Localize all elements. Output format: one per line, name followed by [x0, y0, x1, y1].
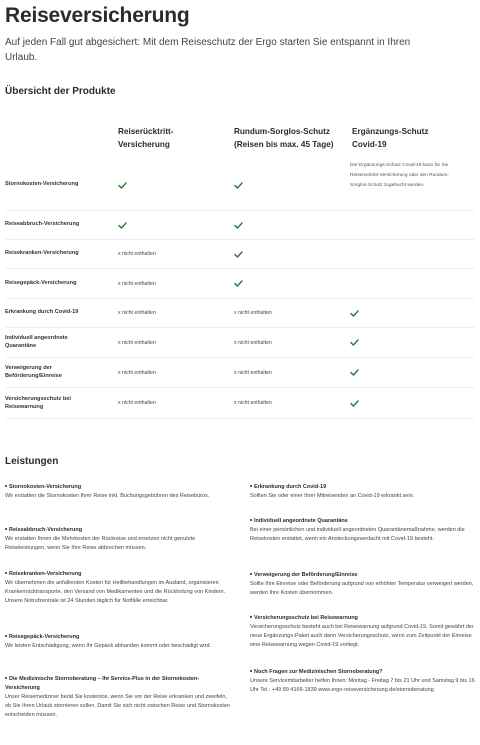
benefit-title-text: Noch Fragen zur Medizinischen Stornoberatung?	[254, 669, 383, 675]
not-included-text: x nicht enthalten	[118, 400, 156, 406]
benefit-title-text: Verweigerung der Beförderung/Einreise	[254, 572, 358, 578]
benefit-title-text: Stornokosten-Versicherung	[9, 484, 82, 490]
benefit-description: Sollte Ihre Einreise oder Beförderung aufgrund von erhöhter Temperatur verweigert werden, werden Ihre Kosten übernommen.	[250, 581, 474, 597]
not-included-text: x nicht enthalten	[234, 400, 272, 406]
table-row	[5, 211, 475, 240]
benefit-item	[5, 570, 230, 607]
checkmark-icon	[118, 182, 127, 189]
benefit-description: Sollten Sie oder einer Ihrer Mitreisenden an Covid-19 erkrankt sein.	[250, 493, 415, 499]
checkmark-icon	[118, 222, 127, 229]
benefit-item	[5, 633, 230, 651]
not-included-text: x nicht enthalten	[234, 340, 272, 346]
benefit-description: Unsere Servicemitarbeiter helfen Ihnen: Montag - Freitag 7 bis 21 Uhr und Samstag 9 bis 16 Uhr Tel.: +49 89 4166-1839 www.ergo-reiseversicherung.de/stornoberatung	[250, 678, 475, 694]
page-title: Reiseversicherung	[5, 4, 190, 27]
checkmark-icon	[350, 339, 359, 346]
not-included-text: x nicht enthalten	[118, 251, 156, 257]
bullet-icon	[250, 519, 252, 521]
benefit-title	[250, 614, 475, 623]
row-label: Reiseabbruch-Versicherung	[5, 221, 80, 227]
benefit-item	[5, 483, 230, 501]
column-head-ergaenzung-covid: Ergänzungs-Schutz Covid-19	[352, 127, 429, 149]
table-row	[5, 240, 475, 269]
bullet-icon	[5, 485, 7, 487]
bullet-icon	[5, 572, 7, 574]
intro-text: Auf jeden Fall gut abgesichert: Mit dem Reiseschutz der Ergo starten Sie entspannt in Ihren Urlaub.	[5, 37, 411, 63]
benefit-title	[5, 483, 230, 492]
checkmark-icon	[234, 182, 243, 189]
column-head-rundum-sorglos: Rundum-Sorglos-Schutz (Reisen bis max. 45 Tage)	[234, 127, 334, 149]
bullet-icon	[250, 670, 252, 672]
bullet-icon	[250, 485, 252, 487]
benefit-item	[250, 517, 475, 544]
benefit-item	[250, 614, 475, 651]
table-row	[5, 328, 475, 358]
row-label: Reisekranken-Versicherung	[5, 250, 79, 256]
row-label: Versicherungsschutz bei Reisewarnung	[5, 396, 71, 410]
bullet-icon	[250, 573, 252, 575]
benefit-title	[250, 483, 475, 492]
checkmark-icon	[234, 222, 243, 229]
not-included-text: x nicht enthalten	[234, 310, 272, 316]
table-row	[5, 160, 475, 211]
benefit-item	[250, 668, 475, 695]
benefit-title	[250, 571, 475, 580]
benefit-title-text: Individuell angeordnete Quarantäne	[254, 518, 348, 524]
row-label: Individuell angeordnete Quarantäne	[5, 335, 68, 349]
benefit-item	[5, 526, 230, 553]
row-label: Verweigerung der Beförderung/Einreise	[5, 365, 62, 379]
table-row	[5, 269, 475, 299]
benefit-description: Wir erstatten die Stornokosten Ihrer Reise inkl. Buchungsgebühren des Reisebüros.	[5, 493, 210, 499]
row-label: Reisegepäck-Versicherung	[5, 280, 77, 286]
benefit-title-text: Reisegepäck-Versicherung	[9, 634, 80, 640]
benefit-item	[250, 571, 475, 598]
overview-heading: Übersicht der Produkte	[5, 86, 116, 97]
benefit-title-text: Erkrankung durch Covid-19	[254, 484, 327, 490]
checkmark-icon	[350, 369, 359, 376]
benefit-title	[5, 675, 230, 693]
benefit-title	[250, 668, 475, 677]
checkmark-icon	[350, 400, 359, 407]
covid-addon-note: Der Ergänzungs-Schutz Covid-19 kann für Sie Reiserücktritt-Versicherung oder den Rundum-Sorglos-Schutz zugebucht werden.	[350, 163, 449, 188]
not-included-text: x nicht enthalten	[234, 370, 272, 376]
bullet-icon	[250, 616, 252, 618]
benefit-title	[250, 517, 475, 526]
benefit-item	[250, 483, 475, 501]
checkmark-icon	[234, 251, 243, 258]
benefit-description: Unser Reisemediziner berät Sie kostenlos, wenn Sie vor der Reise erkranken und zweifeln, ob Sie Ihren Urlaub stornieren sollen. Damit Sie sich nicht zwischen Reise und Stornokosten entscheiden müssen.	[5, 694, 231, 719]
row-label: Stornokosten-Versicherung	[5, 181, 79, 187]
checkmark-icon	[350, 310, 359, 317]
benefit-description: Wir erstatten Ihnen die Mehrkosten der Rückreise und ersetzen nicht genutzte Reiseleistungen, wenn Sie Ihre Reise abbrechen müssen.	[5, 536, 196, 552]
bullet-icon	[5, 528, 7, 530]
not-included-text: x nicht enthalten	[118, 340, 156, 346]
row-label: Erkrankung durch Covid-19	[5, 309, 79, 315]
benefit-description: Wir übernehmen die anfallenden Kosten für Heilbehandlungen im Ausland, organisieren Krankenrücktransporte, den Versand von Medikamenten und die Rückholung von Kindern. Unsere Notrufzentrale ist 24 Stunden täglich für Notfälle erreichbar.	[5, 580, 226, 605]
table-row	[5, 299, 475, 328]
benefit-title	[5, 633, 230, 642]
benefit-title-text: Die Medizinische Stornoberatung – Ihr Service-Plus in der Stornokosten-Versicherung	[5, 676, 200, 691]
benefit-title-text: Reiseabbruch-Versicherung	[9, 527, 83, 533]
benefit-item	[5, 675, 230, 721]
checkmark-icon	[234, 280, 243, 287]
not-included-text: x nicht enthalten	[118, 281, 156, 287]
table-row	[5, 358, 475, 388]
not-included-text: x nicht enthalten	[118, 310, 156, 316]
benefit-description: Wir leisten Entschädigung, wenn Ihr Gepäck abhanden kommt oder beschädigt wird.	[5, 643, 212, 649]
benefit-description: Versicherungsschutz besteht auch bei Reisewarnung aufgrund Covid-19. Somit gewährt der neue Ergänzungs-Paket auch dann Versicherungsschutz, wenn zum Zeitpunkt der Einreise eine Reisewarnung wegen Covid-19 vorliegt.	[250, 624, 474, 649]
benefits-heading: Leistungen	[5, 456, 59, 467]
benefit-title	[5, 526, 230, 535]
benefit-title-text: Versicherungsschutz bei Reisewarnung	[254, 615, 358, 621]
bullet-icon	[5, 677, 7, 679]
benefit-title	[5, 570, 230, 579]
table-row	[5, 388, 475, 419]
column-head-reiseruecktritt: Reiserücktritt-Versicherung	[118, 127, 174, 149]
benefit-title-text: Reisekranken-Versicherung	[9, 571, 82, 577]
benefit-description: Bei einer persönlichen und individuell angeordneten Quarantänemaßnahme, werden die Reisekosten erstattet, wenn ein Ansteckungsverdacht mit Covid-19 besteht.	[250, 527, 465, 543]
bullet-icon	[5, 635, 7, 637]
not-included-text: x nicht enthalten	[118, 370, 156, 376]
